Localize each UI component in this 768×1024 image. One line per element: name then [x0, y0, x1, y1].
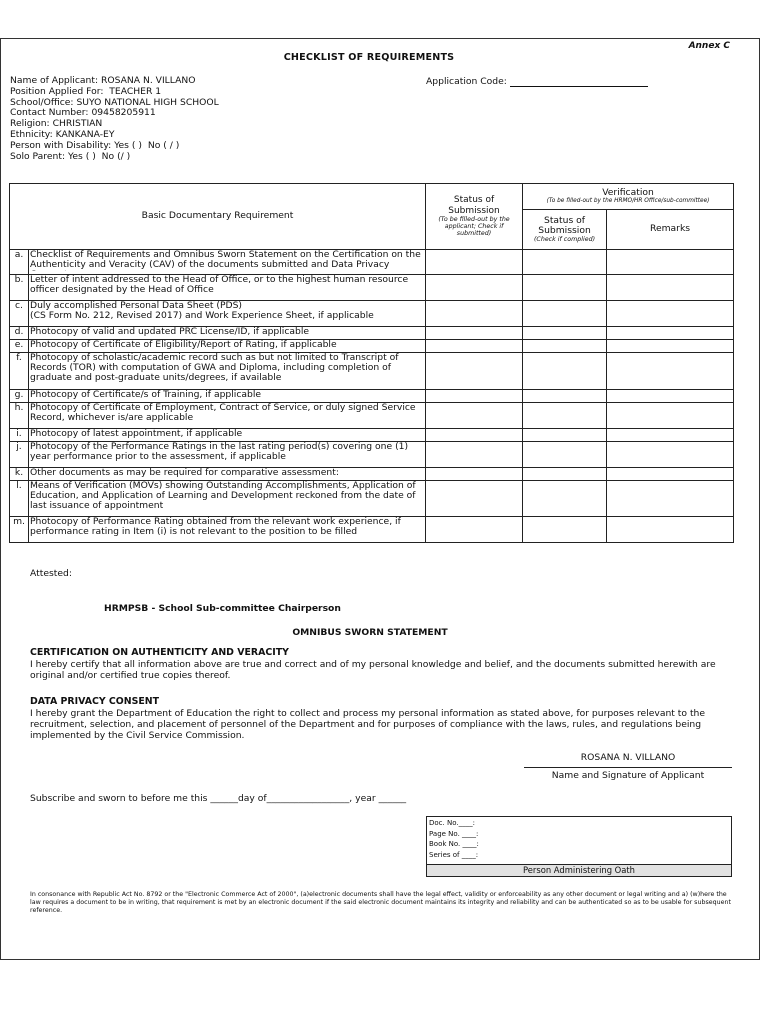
- application-code-label: Application Code:: [426, 76, 507, 87]
- remarks-cell[interactable]: [607, 301, 734, 327]
- verification-status-header: [523, 210, 607, 250]
- verification-status-cell[interactable]: [523, 275, 607, 301]
- remarks-cell[interactable]: [607, 442, 734, 468]
- remarks-cell[interactable]: [607, 250, 734, 275]
- solo-parent-no-option[interactable]: No (/ ): [101, 150, 131, 162]
- notary-lines: [427, 817, 731, 861]
- requirement-text: Photocopy of scholastic/academic record such as but not limited to Transcript of Records (TOR) with computation of GWA and Diploma, including completion of graduate and post-graduate units/degrees, if available: [29, 353, 426, 390]
- verification-status-cell[interactable]: [523, 353, 607, 390]
- row-letter: h.: [10, 403, 29, 429]
- page-no: Page No. ____:: [429, 829, 479, 838]
- requirement-text: Photocopy of Certificate/s of Training, if applicable: [29, 390, 426, 403]
- pwd-no-option[interactable]: No ( / ): [147, 139, 180, 151]
- status-cell[interactable]: [426, 250, 523, 275]
- verification-status-cell[interactable]: [523, 250, 607, 275]
- status-cell[interactable]: [426, 353, 523, 390]
- school-value: SUYO NATIONAL HIGH SCHOOL: [76, 96, 219, 108]
- status-cell[interactable]: [426, 468, 523, 481]
- requirement-text: [29, 250, 426, 275]
- status-cell[interactable]: [426, 275, 523, 301]
- contact-label: Contact Number:: [10, 107, 89, 119]
- requirement-text: Photocopy of valid and updated PRC License/ID, if applicable: [29, 327, 426, 340]
- verification-status-cell[interactable]: [523, 403, 607, 429]
- row-letter: b.: [10, 275, 29, 301]
- religion-value: CHRISTIAN: [52, 118, 103, 130]
- sworn-statement: Subscribe and sworn to before me this ______day of__________________, year ______: [30, 793, 407, 804]
- footnote: In consonance with Republic Act No. 8792 or the "Electronic Commerce Act of 2000", (a)electronic documents shall have the legal effect, validity or enforceability as any other document or legal writing and a) (w)here the law requires a document to be in writing, that requirement is met by an electronic document if the said electronic document maintains its integrity and reliability and can be authenticated so as to be usable for subsequent reference.: [30, 891, 731, 914]
- cav-section: [30, 647, 730, 681]
- row-letter: a.: [10, 250, 29, 275]
- row-letter: e.: [10, 340, 29, 353]
- status-cell[interactable]: [426, 517, 523, 543]
- status-cell[interactable]: [426, 327, 523, 340]
- position-label: Position Applied For:: [10, 85, 104, 97]
- pwd-label: Person with Disability:: [10, 139, 112, 151]
- privacy-text: I hereby grant the Department of Education the right to collect and process my personal information as stated above, for purposes relevant to the recruitment, selection, and placement of personnel of the Department and for purposes of compliance with the laws, rules, and regulations being implemented by the Civil Service Commission.: [30, 708, 706, 741]
- status-cell[interactable]: [426, 481, 523, 517]
- application-code-field[interactable]: [510, 77, 648, 87]
- annex-label: Annex C: [688, 41, 730, 51]
- remarks-cell[interactable]: [607, 481, 734, 517]
- requirement-text: Duly accomplished Personal Data Sheet (PDS) (CS Form No. 212, Revised 2017) and Work Experience Sheet, if applicable: [29, 301, 426, 327]
- status-cell[interactable]: [426, 429, 523, 442]
- applicant-info: [10, 76, 219, 162]
- school-label: School/Office:: [10, 96, 74, 108]
- verification-status-note: (Check if complied): [533, 236, 596, 244]
- verification-status-cell[interactable]: [523, 442, 607, 468]
- requirements-table: [9, 183, 734, 543]
- position-value: TEACHER 1: [109, 85, 162, 97]
- omnibus-title: OMNIBUS SWORN STATEMENT: [292, 627, 448, 638]
- row-letter: l.: [10, 481, 29, 517]
- pwd-yes-option[interactable]: Yes ( ): [114, 139, 142, 151]
- requirement-text: Photocopy of latest appointment, if applicable: [29, 429, 426, 442]
- book-no: Book No. ____:: [429, 840, 479, 849]
- remarks-cell[interactable]: [607, 327, 734, 340]
- verification-status-cell[interactable]: [523, 390, 607, 403]
- requirement-text: Photocopy of the Performance Ratings in the last rating period(s) covering one (1) year performance prior to the assessment, if applicable: [29, 442, 426, 468]
- remarks-cell[interactable]: [607, 390, 734, 403]
- requirement-text: Means of Verification (MOVs) showing Outstanding Accomplishments, Application of Education, and Application of Learning and Development reckoned from the date of last issuance of appointment: [29, 481, 426, 517]
- page-title: CHECKLIST OF REQUIREMENTS: [283, 52, 455, 63]
- status-cell[interactable]: [426, 403, 523, 429]
- administering-oath-label: Person Administering Oath: [427, 864, 731, 876]
- remarks-cell[interactable]: [607, 275, 734, 301]
- application-code: [426, 76, 648, 87]
- religion-label: Religion:: [10, 118, 50, 130]
- remarks-cell[interactable]: [607, 403, 734, 429]
- basic-requirement-header: Basic Documentary Requirement: [10, 184, 426, 250]
- attested-label: Attested:: [30, 568, 72, 579]
- verification-header-note: (To be filled-out by the HRMO/HR Office/sub-committee): [546, 198, 710, 204]
- status-cell[interactable]: [426, 390, 523, 403]
- ethnicity-value: KANKANA-EY: [55, 128, 115, 140]
- privacy-title: DATA PRIVACY CONSENT: [30, 696, 159, 707]
- row-letter: g.: [10, 390, 29, 403]
- row-letter: m.: [10, 517, 29, 543]
- row-letter: f.: [10, 353, 29, 390]
- status-cell[interactable]: [426, 301, 523, 327]
- verification-status-cell[interactable]: [523, 517, 607, 543]
- requirement-text-clip: Checklist of Requirements and Omnibus Sworn Statement on the Certification on the Authenticity and Veracity (CAV) of the documents submitted and Data Privacy: [30, 250, 421, 271]
- remarks-cell[interactable]: [607, 340, 734, 353]
- verification-status-cell[interactable]: [523, 429, 607, 442]
- requirement-text: Letter of intent addressed to the Head of Office, or to the highest human resource officer designated by the Head of Office: [29, 275, 426, 301]
- requirement-text: Photocopy of Performance Rating obtained from the relevant work experience, if performance rating in Item (i) is not relevant to the position to be filled: [29, 517, 426, 543]
- signatory-name: ROSANA N. VILLANO: [580, 752, 676, 763]
- status-header: [426, 184, 523, 250]
- row-letter: k.: [10, 468, 29, 481]
- status-header-label: Status of Submission: [448, 195, 500, 216]
- contact-value: 09458205911: [91, 107, 156, 119]
- row-letter: d.: [10, 327, 29, 340]
- verification-header-label: Verification: [602, 186, 654, 198]
- remarks-cell[interactable]: [607, 353, 734, 390]
- requirement-text: Photocopy of Certificate of Employment, Contract of Service, or duly signed Service Record, whichever is/are applicable: [29, 403, 426, 429]
- solo-parent-yes-option[interactable]: Yes ( ): [67, 150, 96, 162]
- verification-status-label: Status of Submission: [538, 214, 591, 236]
- verification-status-cell[interactable]: [523, 468, 607, 481]
- status-cell[interactable]: [426, 340, 523, 353]
- remarks-header: Remarks: [607, 210, 734, 250]
- series-of: Series of ____:: [429, 850, 479, 859]
- verification-status-cell[interactable]: [523, 327, 607, 340]
- doc-no: Doc. No.____:: [429, 819, 475, 827]
- requirement-text: Other documents as may be required for comparative assessment:: [29, 468, 426, 481]
- signature-label: Name and Signature of Applicant: [524, 767, 732, 781]
- solo-parent-label: Solo Parent:: [10, 150, 66, 162]
- verification-status-cell[interactable]: [523, 340, 607, 353]
- ethnicity-label: Ethnicity:: [10, 128, 53, 140]
- status-cell[interactable]: [426, 442, 523, 468]
- chairperson-label: HRMPSB - School Sub-committee Chairperson: [104, 603, 341, 614]
- notary-box: [426, 816, 732, 877]
- solo-parent-line: [10, 152, 219, 163]
- row-letter: j.: [10, 442, 29, 468]
- verification-status-cell[interactable]: [523, 481, 607, 517]
- status-header-note: (To be filled-out by the applicant; Check if submitted): [438, 215, 510, 238]
- requirement-text: Photocopy of Certificate of Eligibility/Report of Rating, if applicable: [29, 340, 426, 353]
- remarks-cell[interactable]: [607, 468, 734, 481]
- row-letter: c.: [10, 301, 29, 327]
- verification-status-cell[interactable]: [523, 301, 607, 327]
- verification-header: [523, 184, 734, 210]
- cav-title: CERTIFICATION ON AUTHENTICITY AND VERACITY: [30, 647, 289, 658]
- row-letter: i.: [10, 429, 29, 442]
- name-label: Name of Applicant:: [10, 75, 99, 86]
- cav-text: I hereby certify that all information above are true and correct and of my personal knowledge and belief, and the documents submitted herewith are original and/or certified true copies thereof.: [30, 659, 716, 681]
- remarks-cell[interactable]: [607, 517, 734, 543]
- remarks-cell[interactable]: [607, 429, 734, 442]
- applicant-name: ROSANA N. VILLANO: [100, 75, 196, 86]
- privacy-section: [30, 696, 730, 741]
